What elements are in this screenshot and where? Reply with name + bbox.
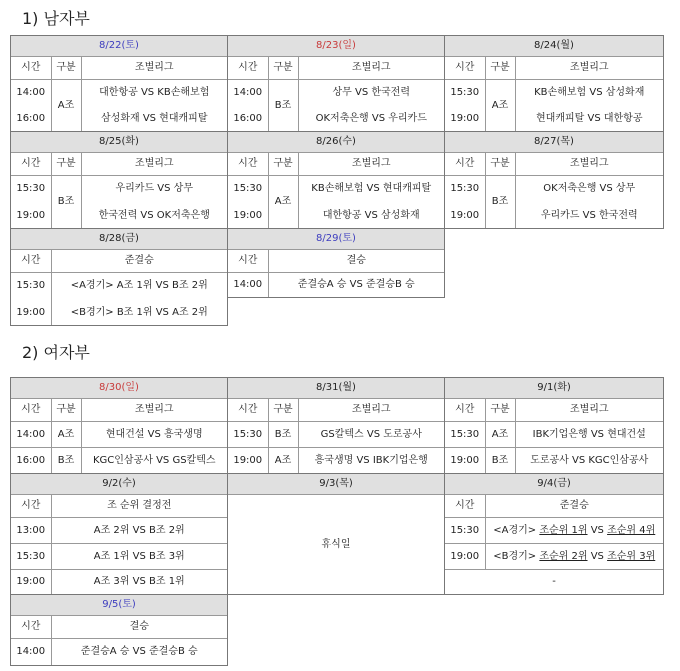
- day-date: 9/5(토): [11, 595, 227, 615]
- group-header: 구분: [268, 398, 298, 421]
- match-time: 13:00: [11, 517, 51, 543]
- group-header: 구분: [51, 152, 81, 175]
- day-date: 9/1(화): [445, 378, 663, 398]
- semifinal-header: 준결승: [51, 249, 227, 272]
- match-pairing: 삼성화재 VS 현대캐피탈: [81, 106, 227, 131]
- match-pairing: 현대캐피탈 VS 대한항공: [515, 106, 663, 131]
- league-header: 조별리그: [298, 398, 444, 421]
- match-time: 19:00: [228, 202, 268, 228]
- match-time: 19:00: [445, 448, 485, 473]
- day-date: 8/27(목): [445, 132, 663, 152]
- men-day-block: [10, 35, 228, 132]
- group-label: B조: [485, 175, 515, 228]
- match-time: 15:30: [11, 272, 51, 299]
- match-pairing: 상무 VS 한국전력: [298, 79, 444, 106]
- group-label: B조: [268, 79, 298, 131]
- time-header: 시간: [445, 494, 485, 517]
- time-header: 시간: [445, 152, 485, 175]
- match-pairing: OK저축은행 VS 상무: [515, 175, 663, 202]
- match-pairing: IBK기업은행 VS 현대건설: [515, 421, 663, 448]
- day-date: 8/22(토): [11, 36, 227, 56]
- match-pairing: KB손해보험 VS 현대캐피탈: [298, 175, 444, 202]
- final-header: 결승: [268, 249, 444, 272]
- match-time: 19:00: [445, 543, 485, 569]
- group-label: B조: [485, 448, 515, 473]
- day-date: 9/4(금): [445, 474, 663, 494]
- match-time: 16:00: [228, 106, 268, 131]
- day-date: 8/31(월): [228, 378, 444, 398]
- group-label: B조: [51, 175, 81, 228]
- match-pairing: 우리카드 VS 상무: [81, 175, 227, 202]
- match-time: 16:00: [11, 448, 51, 473]
- time-header: 시간: [445, 398, 485, 421]
- match-time: 15:30: [445, 517, 485, 543]
- match-time: 19:00: [228, 448, 268, 473]
- match-time: 19:00: [445, 202, 485, 228]
- men-day-block: [444, 35, 664, 132]
- match-pairing: 우리카드 VS 한국전력: [515, 202, 663, 228]
- empty-dash: -: [445, 569, 663, 594]
- match-pairing: 현대건설 VS 흥국생명: [81, 421, 227, 448]
- day-date: 8/29(토): [228, 229, 444, 249]
- women-section-title: 2) 여자부: [22, 343, 90, 362]
- match-time: 14:00: [11, 79, 51, 106]
- group-header: 구분: [485, 56, 515, 79]
- match-pairing: 한국전력 VS OK저축은행: [81, 202, 227, 228]
- group-label: A조: [51, 421, 81, 448]
- league-header: 조별리그: [515, 152, 663, 175]
- match-time: 15:30: [445, 421, 485, 448]
- group-label: A조: [268, 175, 298, 228]
- time-header: 시간: [11, 494, 51, 517]
- women-semifinal-block: [444, 473, 664, 595]
- time-header: 시간: [445, 56, 485, 79]
- match-time: 19:00: [11, 202, 51, 228]
- league-header: 조별리그: [81, 56, 227, 79]
- time-header: 시간: [11, 249, 51, 272]
- women-day-block: [10, 377, 228, 474]
- group-header: 구분: [485, 398, 515, 421]
- women-day-block: [227, 377, 445, 474]
- match-time: 14:00: [11, 638, 51, 665]
- match-pairing: 대한항공 VS KB손해보험: [81, 79, 227, 106]
- group-label: A조: [51, 79, 81, 131]
- time-header: 시간: [228, 398, 268, 421]
- match-time: 15:30: [11, 543, 51, 569]
- final-header: 결승: [51, 615, 227, 638]
- day-date: 8/24(월): [445, 36, 663, 56]
- match-time: 19:00: [11, 569, 51, 594]
- time-header: 시간: [11, 398, 51, 421]
- match-pairing: KB손해보험 VS 삼성화재: [515, 79, 663, 106]
- men-final-block: [227, 228, 445, 298]
- group-header: 구분: [51, 398, 81, 421]
- match-time: 19:00: [11, 299, 51, 325]
- match-pairing: <A경기> A조 1위 VS B조 2위: [51, 272, 227, 299]
- men-day-block: [10, 131, 228, 229]
- group-header: 구분: [268, 56, 298, 79]
- league-header: 조별리그: [298, 152, 444, 175]
- women-final-block: [10, 594, 228, 666]
- ranking-header: 조 순위 결정전: [51, 494, 227, 517]
- men-day-block: [444, 131, 664, 229]
- women-rest-day-block: [227, 473, 445, 595]
- match-time: 14:00: [11, 421, 51, 448]
- match-time: 14:00: [228, 79, 268, 106]
- match-pairing: A조 1위 VS B조 3위: [51, 543, 227, 569]
- group-label: A조: [268, 448, 298, 473]
- day-date: 8/30(일): [11, 378, 227, 398]
- match-pairing: <B경기> B조 1위 VS A조 2위: [51, 299, 227, 325]
- league-header: 조별리그: [298, 56, 444, 79]
- day-date: 8/26(수): [228, 132, 444, 152]
- time-header: 시간: [228, 249, 268, 272]
- group-header: 구분: [268, 152, 298, 175]
- match-pairing: A조 2위 VS B조 2위: [51, 517, 227, 543]
- league-header: 조별리그: [81, 398, 227, 421]
- match-pairing: 준결승A 승 VS 준결승B 승: [51, 638, 227, 665]
- group-label: B조: [51, 448, 81, 473]
- league-header: 조별리그: [515, 56, 663, 79]
- day-date: 9/3(목): [228, 474, 444, 494]
- match-time: 14:00: [228, 272, 268, 297]
- group-header: 구분: [51, 56, 81, 79]
- match-pairing: <B경기> 조순위 2위 VS 조순위 3위: [485, 543, 663, 569]
- match-time: 19:00: [445, 106, 485, 131]
- time-header: 시간: [11, 56, 51, 79]
- time-header: 시간: [11, 152, 51, 175]
- match-time: 15:30: [11, 175, 51, 202]
- match-pairing: 대한항공 VS 삼성화재: [298, 202, 444, 228]
- match-pairing: 도로공사 VS KGC인삼공사: [515, 448, 663, 473]
- day-date: 8/25(화): [11, 132, 227, 152]
- group-label: A조: [485, 421, 515, 448]
- day-date: 9/2(수): [11, 474, 227, 494]
- match-pairing: <A경기> 조순위 1위 VS 조순위 4위: [485, 517, 663, 543]
- men-day-block: [227, 131, 445, 229]
- group-label: B조: [268, 421, 298, 448]
- men-day-block: [227, 35, 445, 132]
- match-time: 15:30: [445, 79, 485, 106]
- match-time: 15:30: [228, 175, 268, 202]
- men-section-title: 1) 남자부: [22, 9, 90, 28]
- women-ranking-block: [10, 473, 228, 595]
- day-date: 8/28(금): [11, 229, 227, 249]
- men-semifinal-block: [10, 228, 228, 326]
- match-time: 16:00: [11, 106, 51, 131]
- time-header: 시간: [11, 615, 51, 638]
- match-time: 15:30: [228, 421, 268, 448]
- match-pairing: GS칼텍스 VS 도로공사: [298, 421, 444, 448]
- league-header: 조별리그: [81, 152, 227, 175]
- group-header: 구분: [485, 152, 515, 175]
- league-header: 조별리그: [515, 398, 663, 421]
- match-pairing: 준결승A 승 VS 준결승B 승: [268, 272, 444, 297]
- match-pairing: OK저축은행 VS 우리카드: [298, 106, 444, 131]
- semifinal-header: 준결승: [485, 494, 663, 517]
- day-date: 8/23(일): [228, 36, 444, 56]
- group-label: A조: [485, 79, 515, 131]
- time-header: 시간: [228, 56, 268, 79]
- match-pairing: 흥국생명 VS IBK기업은행: [298, 448, 444, 473]
- match-pairing: A조 3위 VS B조 1위: [51, 569, 227, 594]
- match-pairing: KGC인삼공사 VS GS칼텍스: [81, 448, 227, 473]
- rest-day-label: 휴식일: [228, 494, 444, 594]
- time-header: 시간: [228, 152, 268, 175]
- women-day-block: [444, 377, 664, 474]
- match-time: 15:30: [445, 175, 485, 202]
